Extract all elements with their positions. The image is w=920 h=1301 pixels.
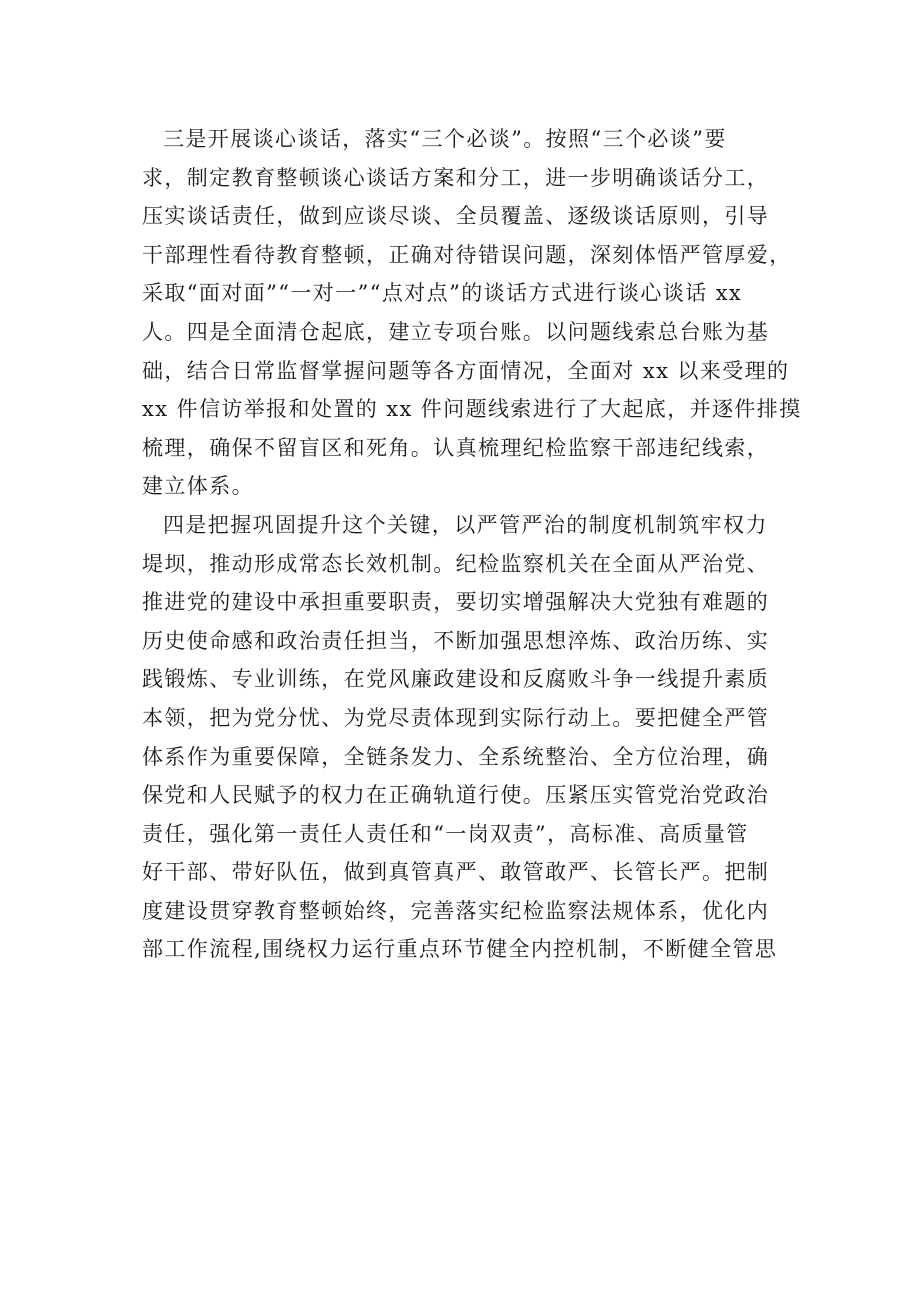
text-line: 堤坝，推动形成常态长效机制。纪检监察机关在全面从严治党、 <box>142 551 770 576</box>
paragraph-1 <box>142 120 802 506</box>
text-line: 推进党的建设中承担重要职责，要切实增强解决大党独有难题的 <box>142 590 770 615</box>
text-line: 梳理，确保不留盲区和死角。认真梳理纪检监察干部违纪线索， <box>142 435 770 460</box>
text-line: 部工作流程,围绕权力运行重点环节健全内控机制，不断健全管思 <box>142 937 778 962</box>
text-line: 人。四是全面清仓起底，建立专项台账。以问题线索总台账为基 <box>142 319 770 344</box>
text-line: 采取“面对面”“一对一”“点对点”的谈话方式进行谈心谈话 xx <box>142 281 743 306</box>
text-line: 本领，把为党分忧、为党尽责体现到实际行动上。要把健全严管 <box>142 705 770 730</box>
text-line: 责任，强化第一责任人责任和“一岗双责”，高标准、高质量管 <box>142 821 749 846</box>
text-line: 压实谈话责任，做到应谈尽谈、全员覆盖、逐级谈话原则，引导 <box>142 204 770 229</box>
text-line: 体系作为重要保障，全链条发力、全系统整治、全方位治理，确 <box>142 744 770 769</box>
document-body <box>142 120 802 969</box>
text-line: 求，制定教育整顿谈心谈话方案和分工，进一步明确谈话分工， <box>142 165 770 190</box>
text-line: 好干部、带好队伍，做到真管真严、敢管敢严、长管长严。把制 <box>142 860 770 885</box>
text-line: 保党和人民赋予的权力在正确轨道行使。压紧压实管党治党政治 <box>142 783 770 808</box>
text-line: 践锻炼、专业训练，在党风廉政建设和反腐败斗争一线提升素质 <box>142 667 770 692</box>
text-line: xx 件信访举报和处置的 xx 件问题线索进行了大起底，并逐件排摸 <box>142 397 802 422</box>
text-line: 三是开展谈心谈话，落实“三个必谈”。按照“三个必谈”要 <box>163 127 727 151</box>
text-line: 建立体系。 <box>142 474 254 499</box>
text-line: 历史使命感和政治责任担当，不断加强思想淬炼、政治历练、实 <box>142 628 770 653</box>
paragraph-2 <box>142 506 802 969</box>
text-line: 础，结合日常监督掌握问题等各方面情况，全面对 xx 以来受理的 <box>142 358 790 383</box>
text-line: 度建设贯穿教育整顿始终，完善落实纪检监察法规体系，优化内 <box>142 898 770 923</box>
text-line: 四是把握巩固提升这个关键，以严管严治的制度机制筑牢权力 <box>163 512 768 537</box>
text-line: 干部理性看待教育整顿，正确对待错误问题，深刻体悟严管厚爱， <box>142 242 792 267</box>
